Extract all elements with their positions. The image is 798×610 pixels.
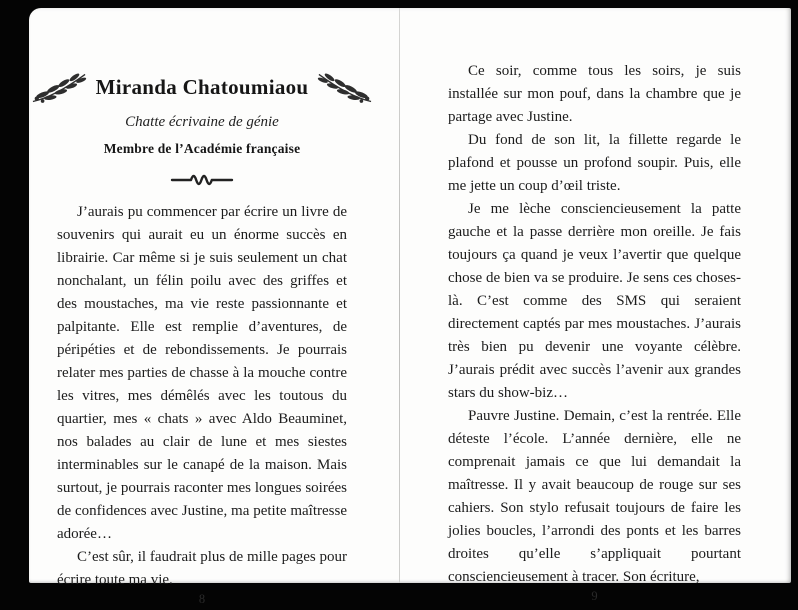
book-spread	[29, 8, 791, 606]
paragraph: Ce soir, comme tous les soirs, je suis installée sur mon pouf, dans la chambre que je partage avec Justine.	[448, 63, 741, 125]
title-row	[57, 70, 347, 104]
page-number-right: 9	[591, 589, 598, 603]
chapter-header	[57, 70, 347, 187]
chapter-affiliation: Membre de l’Académie française	[103, 141, 301, 156]
page-right	[400, 8, 791, 603]
laurel-branch-right-icon	[317, 70, 373, 104]
paragraph: J’aurais pu commencer par écrire un livre de souvenirs qui aurait eu un énorme succès en librairie. Car même si je suis seulement un chat nonchalant, un félin poilu avec des griffes et des moustaches, ma vie reste passionnante et palpitante. Elle est remplie d’aventures, de péripéties et de rebondissements. Je pourrais relater mes parties de chasse à la mouche contre les vitres, mes démêlés avec les toutous du quartier, mes « chats » avec Aldo Beauminet, nos balades au clair de lune et mes siestes interminables sur le canapé de la maison. Mais surtout, je pourrais raconter mes longues soirées de confidences avec Justine, ma petite maîtresse adorée…	[57, 204, 347, 542]
chapter-subtitle: Chatte écrivaine de génie	[125, 114, 279, 130]
paragraph: Je me lèche consciencieusement la patte gauche et la passe derrière mon oreille. Je fais toujours ça quand je veux l’avertir que quelque chose de bien va se produire. Je sens ces choses-là. C’est comme des SMS qui seraient directement captés par mes moustaches. J’aurais très bien pu devenir une voyante célèbre. J’aurais prédit avec succès l’avenir aux grandes stars du show-biz…	[448, 201, 741, 401]
squiggle-divider-icon	[57, 173, 347, 187]
left-page-body	[57, 201, 347, 592]
right-page-body	[448, 60, 741, 589]
page-left	[29, 8, 399, 606]
laurel-branch-left-icon	[31, 70, 87, 104]
page-number-left: 8	[198, 592, 206, 606]
paragraph: Pauvre Justine. Demain, c’est la rentrée. Elle déteste l’école. L’année dernière, elle ne comprenait jamais ce que lui demandait la maîtresse. Il y avait beaucoup de rouge sur ses cahiers. Son stylo refusait toujours de faire les jolies boucles, l’arrondi des ponts et les barres droites qu’elle s’appliquait pourtant consciencieusement à tracer. Son écriture,	[448, 408, 741, 585]
paragraph: Du fond de son lit, la fillette regarde le plafond et pousse un profond soupir. Puis, elle me jette un coup d’œil triste.	[448, 132, 741, 194]
paragraph: C’est sûr, il faudrait plus de mille pages pour écrire toute ma vie.	[57, 549, 347, 588]
chapter-title: Miranda Chatoumiaou	[95, 74, 309, 99]
